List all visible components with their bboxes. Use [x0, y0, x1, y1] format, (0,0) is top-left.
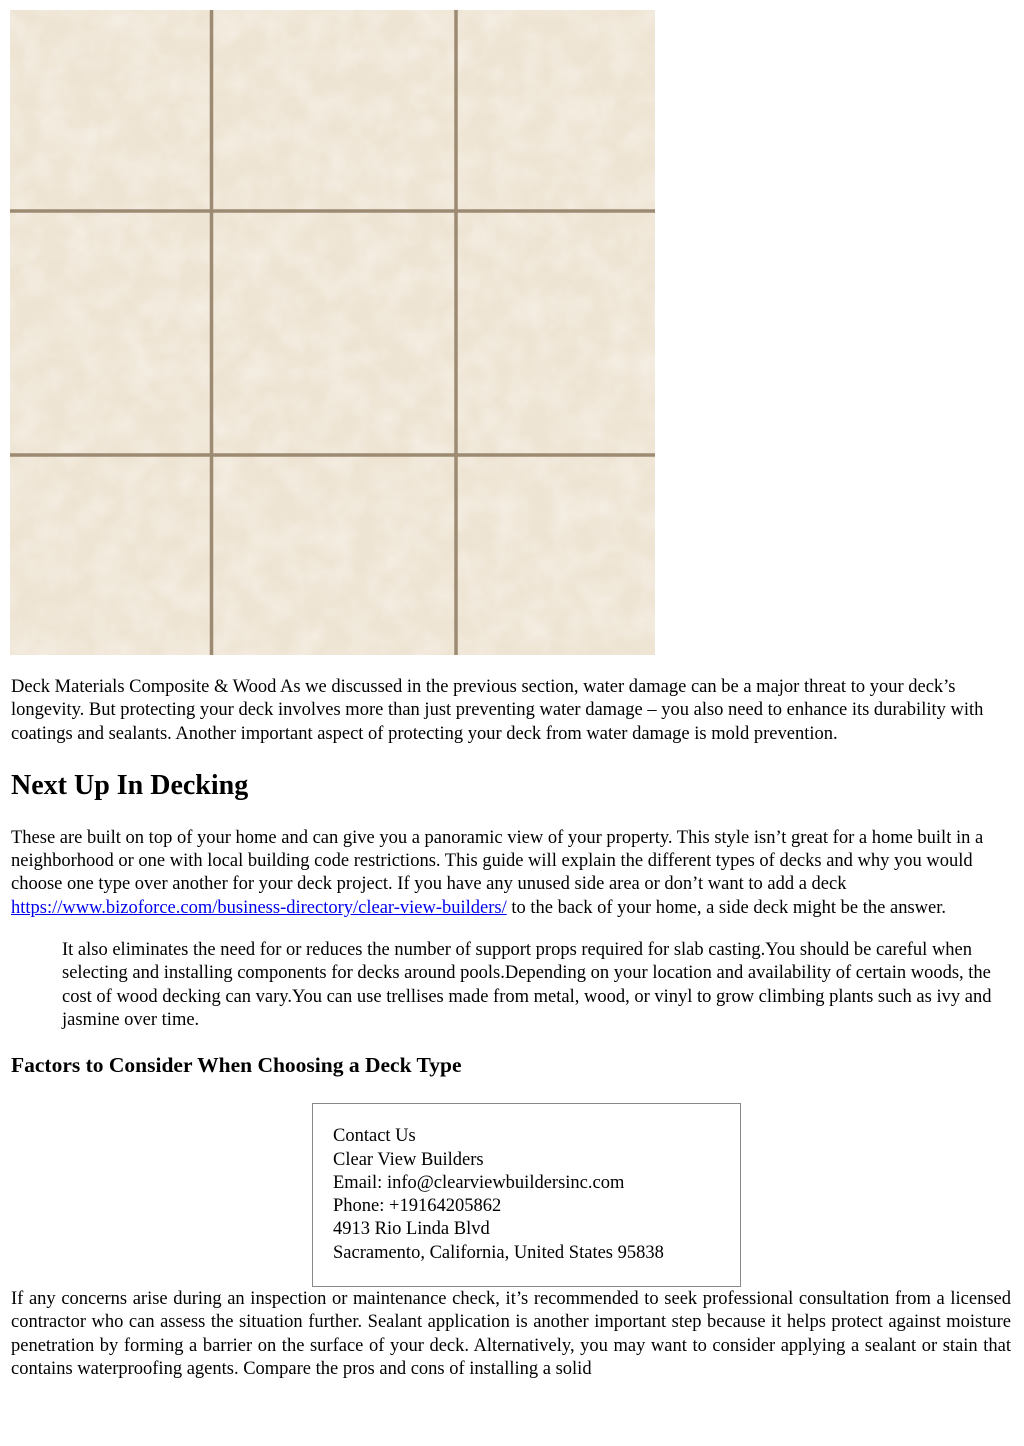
contact-box: [312, 1103, 741, 1287]
subsection-heading: Factors to Consider When Choosing a Deck Type: [11, 1053, 462, 1078]
tile-floor-image: [10, 10, 655, 655]
contact-email: Email: info@clearviewbuildersinc.com: [333, 1172, 625, 1193]
body-text-start: These are built on top of your home and can give you a panoramic view of your property. This style isn’t great for a home built in a neighborhood or one with local building code restrictions. This guide will explain the different types of decks and why you would choose one type over another for your deck project. If you have any unused side area or don’t want to add a deck: [11, 827, 984, 895]
blockquote: [62, 939, 1011, 1032]
blockquote-text: It also eliminates the need for or reduces the number of support props required for slab casting.You should be careful when selecting and installing components for decks around pools.Depending on your location and availability of certain woods, the cost of wood decking can vary.You can use trellises made from metal, wood, or vinyl to grow climbing plants such as ivy and jasmine over time.: [62, 940, 992, 1030]
contact-company: Clear View Builders: [333, 1149, 484, 1170]
contact-title: Contact Us: [333, 1126, 416, 1147]
article-body: [11, 676, 1011, 1381]
body-text-end: to the back of your home, a side deck might be the answer.: [506, 897, 946, 918]
contact-city: Sacramento, California, United States 95838: [333, 1242, 664, 1263]
directory-link[interactable]: https://www.bizoforce.com/business-directory/clear-view-builders/: [11, 897, 507, 918]
section-heading: Next Up In Decking: [11, 769, 249, 801]
tile-floor-graphic: [10, 10, 655, 655]
contact-phone: Phone: +19164205862: [333, 1196, 502, 1217]
intro-paragraph: Deck Materials Composite & Wood As we discussed in the previous section, water damage can be a major threat to your deck’s longevity. But protecting your deck involves more than just preventing water damage – you also need to enhance its durability with coatings and sealants. Another important aspect of protecting your deck from water damage is mold prevention.: [11, 677, 984, 744]
contact-section: [11, 1103, 1011, 1287]
contact-street: 4913 Rio Linda Blvd: [333, 1219, 490, 1240]
body-paragraph: [11, 827, 1011, 920]
closing-paragraph: If any concerns arise during an inspection or maintenance check, it’s recommended to seek professional consultation from a licensed contractor who can assess the situation further. Sealant application is another important step because it helps protect against moisture penetration by forming a barrier on the surface of your deck. Alternatively, you may want to consider applying a sealant or stain that contains waterproofing agents. Compare the pros and cons of installing a solid: [11, 1289, 1011, 1379]
